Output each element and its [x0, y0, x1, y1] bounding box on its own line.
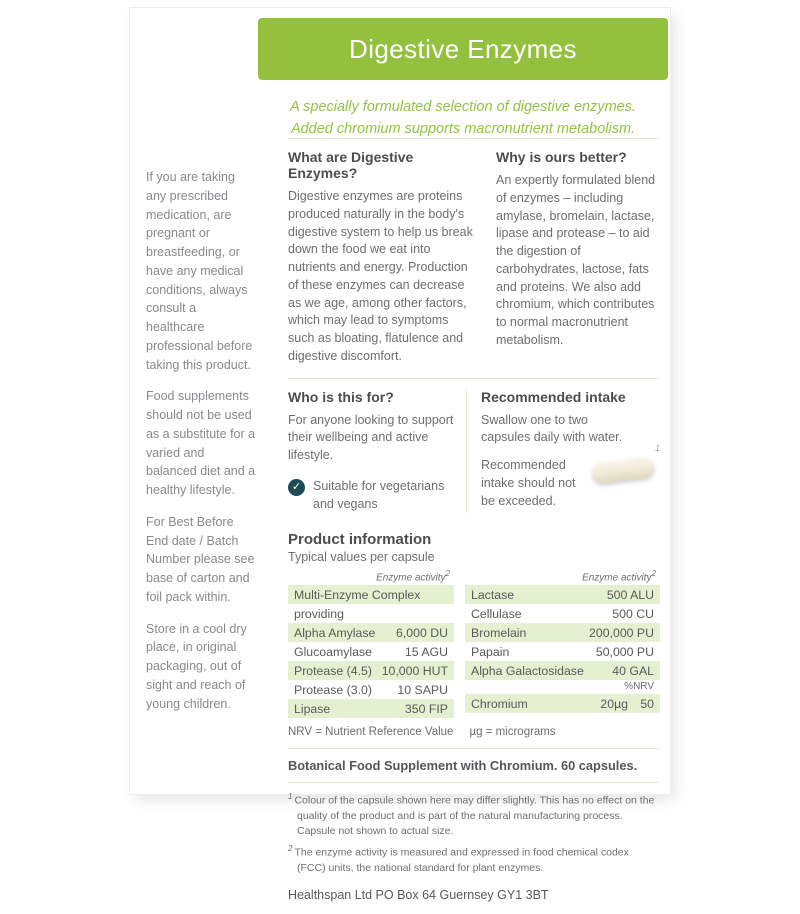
check-icon: ✓ [288, 479, 305, 496]
divider-statement-bottom [288, 782, 660, 783]
chromium-row [465, 694, 660, 713]
table-row: Alpha Galactosidase 40 GAL [465, 661, 660, 680]
warning-storage: Store in a cool dry place, in original packaging, out of sight and reach of young children. [146, 621, 247, 711]
subtitle-line-2: Added chromium supports macronutrient metabolism. [290, 121, 636, 138]
enzyme-table-left [288, 569, 454, 718]
divider-statement-top [288, 748, 660, 749]
capsule-footnote-marker: 1 [654, 442, 660, 453]
suitable-row [288, 478, 456, 514]
enzyme-table-right [465, 569, 660, 718]
table-row: Lactase 500 ALU [465, 585, 660, 604]
table-row: Glucoamylase 15 AGU [294, 644, 448, 659]
capsule-illustration [592, 442, 660, 489]
ug-definition: µg = micrograms [469, 726, 556, 739]
capsule-icon [591, 455, 655, 483]
footnote-2: $^2$ The enzyme activity is measured and expressed in food chemical codex (FCC) units, the national standard for plant enzymes. [288, 844, 629, 874]
product-subtitle [258, 96, 668, 141]
enzyme-activity-header-left: Enzyme activity$^2$ [376, 569, 450, 584]
table-row: Lipase 350 FIP [288, 699, 454, 718]
main-content [288, 138, 660, 914]
chromium-nrv: 50 [640, 696, 654, 711]
package-back-panel [130, 8, 670, 902]
product-title-band [258, 18, 668, 80]
what-column [288, 149, 478, 366]
warning-supplement: Food supplements should not be used as a substitute for a varied and balanced diet and a healthy lifestyle. [146, 389, 256, 497]
why-body: An expertly formulated blend of enzymes – including amylase, bromelain, lactase, lipase and protease – to aid the digestion of carbohydrates, lactose, fats and proteins. We also add chromium, which contributes to normal macronutrient metabolism. [496, 173, 656, 347]
intake-heading: Recommended intake [481, 388, 626, 405]
table-row: Protease (3.0) 10 SAPU [294, 682, 448, 697]
who-column [288, 389, 466, 514]
what-why-section [288, 139, 660, 378]
table-row: Multi-Enzyme Complex [288, 585, 454, 604]
table-row: Cellulase 500 CU [471, 606, 654, 621]
manufacturer-address: Healthspan Ltd PO Box 64 Guernsey GY1 3BT [288, 887, 549, 902]
nrv-definition: NRV = Nutrient Reference Value [288, 726, 454, 739]
footnotes [288, 791, 660, 876]
enzyme-activity-header-right: Enzyme activity$^2$ [582, 569, 656, 584]
sidebar-warnings [146, 168, 256, 726]
chromium-value: 20µg [600, 696, 628, 711]
subtitle-line-1: A specially formulated selection of digestive enzymes. [289, 99, 637, 115]
table-row: Alpha Amylase 6,000 DU [288, 623, 454, 642]
why-heading: Why is ours better? [496, 149, 627, 165]
table-row: Papain 50,000 PU [471, 644, 654, 659]
intake-column [466, 389, 660, 514]
typical-values-label: Typical values per capsule [288, 550, 435, 565]
warning-best-before: For Best Before End date / Batch Number please see base of carton and foil pack within. [146, 514, 255, 604]
what-heading: What are Digestive Enzymes? [288, 149, 414, 181]
who-body: For anyone looking to support their wellbeing and active lifestyle. [288, 412, 454, 462]
product-title: Digestive Enzymes [349, 33, 577, 64]
table-row: Protease (4.5) 10,000 HUT [288, 661, 454, 680]
suitable-label: Suitable for vegetarians and vegans [313, 478, 445, 511]
table-row: Bromelain 200,000 PU [465, 623, 660, 642]
intake-body-2: Recommended intake should not be exceeded. [481, 458, 576, 508]
nutrition-tables [288, 569, 660, 718]
what-body: Digestive enzymes are proteins produced naturally in the body's digestive system to help us break down the food we eat into nutrients and energy. Production of these enzymes can decrease as we age, among other factors, which may lead to symptoms such as bloating, flatulence and digestive discomfort. [288, 189, 473, 363]
supplement-statement: Botanical Food Supplement with Chromium. 60 capsules. [288, 758, 638, 774]
chromium-label: Chromium [471, 696, 528, 711]
who-heading: Who is this for? [288, 388, 394, 405]
why-column [496, 149, 660, 366]
who-intake-section [288, 379, 660, 522]
nrv-note [288, 726, 660, 738]
footnote-1: $^1$ Colour of the capsule shown here may differ slightly. This has no effect on the quality of the product and is part of the natural manufacturing process. Capsule not shown to actual size. [288, 792, 655, 837]
intake-body-1: Swallow one to two capsules daily with water. [481, 412, 623, 445]
product-info-heading: Product information [288, 531, 432, 549]
table-row: providing [294, 606, 344, 621]
warning-medication: If you are taking any prescribed medication, are pregnant or breastfeeding, or have any medical conditions, always consult a healthcare professional before taking this product. [146, 170, 253, 372]
nrv-column-header: %NRV [624, 681, 654, 693]
